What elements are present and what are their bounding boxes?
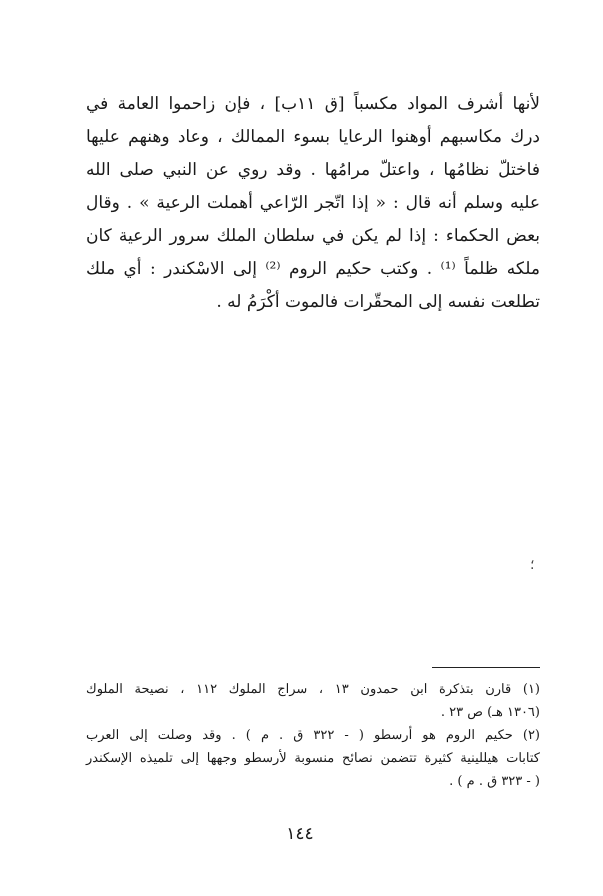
- text-line-5: بعض الحكماء : إذا لم يكن في سلطان الملك سرور الرعية كان: [86, 226, 540, 246]
- page-number: ١٤٤: [286, 824, 314, 844]
- footnote-line-1: (١) قارن بتذكرة ابن حمدون ١٣ ، سراج الملوك ١١٢ ، نصيحة الملوك: [86, 682, 540, 697]
- footnote-line-3: (٢) حكيم الروم هو أرسطو ( - ٣٢٢ ق . م ) . وقد وصلت إلى العرب: [86, 728, 540, 743]
- footnotes-block: [86, 678, 540, 793]
- text-line-6: ملكه ظلماً ⁽¹⁾ . وكتب حكيم الروم ⁽²⁾ إلى الاسْكندر : أي ملك: [86, 259, 540, 279]
- footnote-line-2: (١٣٠٦ هـ) ص ٢٣ .: [440, 705, 540, 720]
- footnote-separator: [432, 667, 540, 668]
- text-line-7: تطلعت نفسه إلى المحقّرات فالموت أكْرَمُ له .: [216, 292, 540, 312]
- main-text-block: [86, 88, 540, 319]
- text-line-1: لأنها أشرف المواد مكسباً [ق ١١ب] ، فإن زاحموا العامة في: [86, 94, 540, 114]
- text-line-2: درك مكاسبهم أوهنوا الرعايا بسوء الممالك ، وعاد وهنهم عليها: [86, 127, 540, 147]
- footnote-line-5: ( - ٣٢٣ ق . م ) .: [449, 774, 540, 789]
- footnote-line-4: كتابات هيللينية كثيرة تتضمن نصائح منسوبة لأرسطو وجهها إلى تلميذه الإسكندر: [86, 751, 540, 766]
- stray-mark: ؛: [530, 557, 535, 573]
- text-line-4: عليه وسلم أنه قال : « إذا اتّجر الرّاعي أهملت الرعية » . وقال: [86, 193, 540, 213]
- text-line-3: فاختلّ نظامُها ، واعتلّ مرامُها . وقد روي عن النبي صلى الله: [86, 160, 540, 180]
